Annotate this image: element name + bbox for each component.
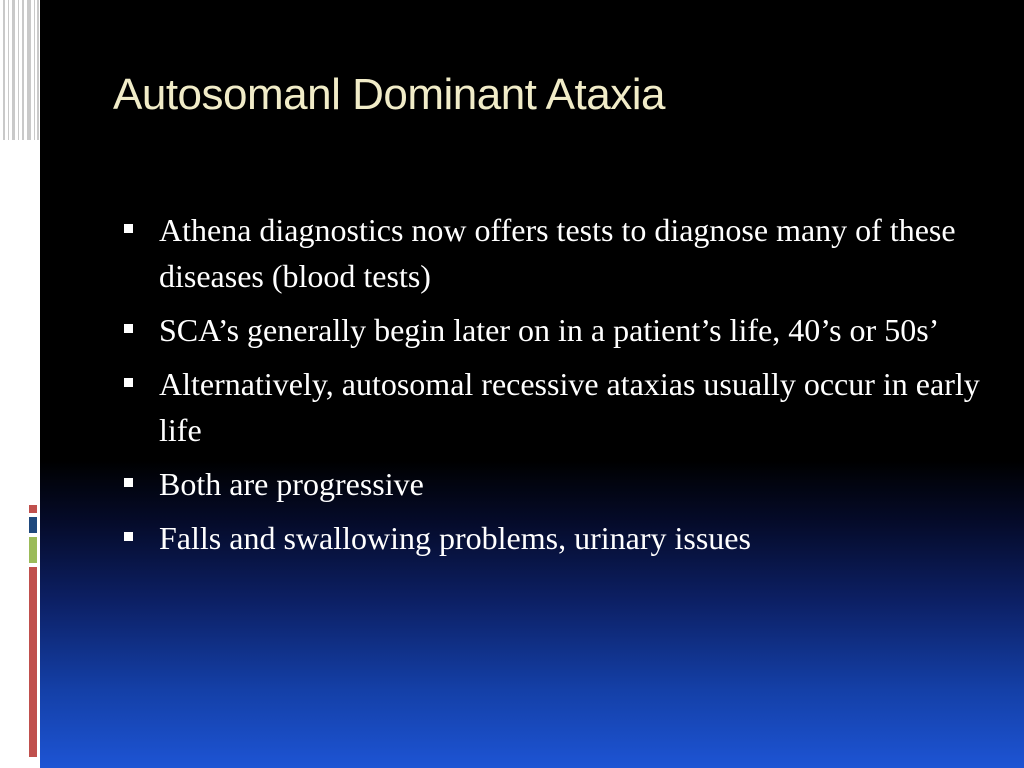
square-bullet-icon [124,224,133,233]
square-bullet-icon [124,478,133,487]
bullet-text: SCA’s generally begin later on in a patient’s life, 40’s or 50s’ [159,312,940,348]
left-decorative-strip [0,0,40,768]
bullet-text: Both are progressive [159,466,424,502]
square-bullet-icon [124,532,133,541]
bullet-item [120,461,980,507]
bullet-item [120,515,980,561]
square-bullet-icon [124,378,133,387]
bullet-item [120,361,980,453]
bullet-item [120,307,980,353]
bullet-text: Alternatively, autosomal recessive ataxias usually occur in early life [159,366,980,448]
square-bullet-icon [124,324,133,333]
bottom-color-bar-decoration [27,505,40,757]
bullet-text: Falls and swallowing problems, urinary issues [159,520,751,556]
bullet-item [120,207,980,299]
bullet-list [120,207,980,569]
bullet-text: Athena diagnostics now offers tests to diagnose many of these diseases (blood tests) [159,212,956,294]
slide-title: Autosomanl Dominant Ataxia [113,70,665,119]
top-stripe-decoration [3,0,39,140]
